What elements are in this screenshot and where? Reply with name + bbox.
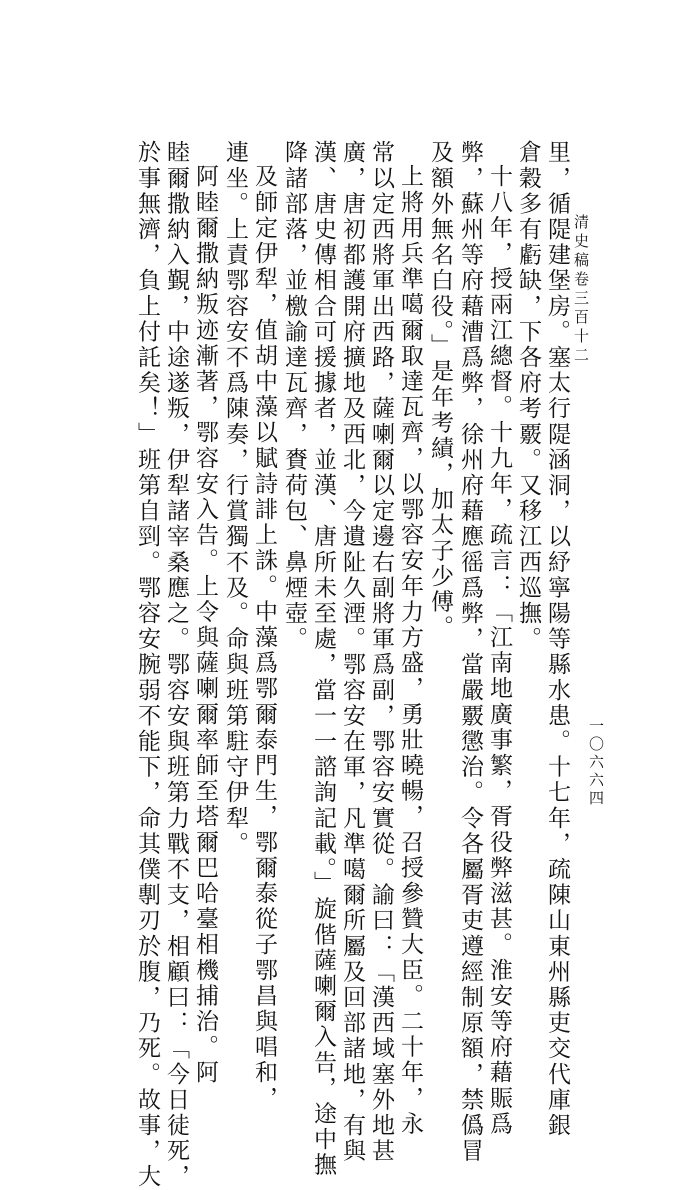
text-column-14: 睦爾撒納入覲，中途遂叛，伊犁諸宰桑應之。鄂容安與班第力戰不支，相顧曰：「今日徒死， xyxy=(163,140,189,1190)
text-column-2: 倉穀多有虧缺，下各府考覈。又移江西巡撫。 xyxy=(515,140,541,652)
text-column-1: 里，循隄建堡房。塞太行隄涵洞，以紓寧陽等縣水患。十七年，疏陳山東州縣吏交代庫銀 xyxy=(544,140,570,1139)
text-column-3: 十八年，授兩江總督。十九年，疏言：「江南地廣事繁，胥役弊滋甚。淮安等府藉賑爲 xyxy=(486,164,512,1137)
text-column-15: 於事無濟，負上付託矣！」班第自剄。鄂容安腕弱不能下，命其僕剸刃於腹，乃死。故事，大 xyxy=(134,140,160,1190)
text-column-7: 常以定西將軍出西路，薩喇爾以定邊右副將軍爲副，鄂容安實從。諭曰：「漢西域塞外地甚 xyxy=(368,140,394,1164)
text-column-11: 及師定伊犁，值胡中藻以賦詩誹上誅。中藻爲鄂爾泰門生，鄂爾泰從子鄂昌與唱和， xyxy=(251,164,277,1112)
running-title: 清史稿卷三百十二 xyxy=(572,214,590,366)
text-column-6: 上將用兵準噶爾取達瓦齊，以鄂容安年力方盛，勇壯曉暢，召授參贊大臣。二十年，永 xyxy=(397,164,423,1137)
text-column-13: 阿睦爾撒納叛迹漸著，鄂容安入告。上令與薩喇爾率師至塔爾巴哈臺相機捕治。阿 xyxy=(192,164,218,1086)
text-column-4: 弊，蘇州等府藉漕爲弊，徐州府藉應徭爲弊，當嚴覈懲治。令各屬胥吏遵經制原額，禁僞冒 xyxy=(457,140,483,1164)
page-number: 一〇六六四 xyxy=(587,718,605,808)
text-column-9: 漢、唐史傳相合可援據者，並漢、唐所未至處，當一一諮詢記載。」旋偕薩喇爾入告，途中撫 xyxy=(310,140,336,1179)
text-column-8: 廣，唐初都護開府擴地及西北，今遺阯久湮。鄂容安在軍，凡準噶爾所屬及回部諸地，有與 xyxy=(339,140,365,1164)
text-column-10: 降諸部落，並檄諭達瓦齊，賚荷包、鼻煙壺。 xyxy=(281,140,307,652)
text-column-5: 及額外無名白役。」是年考績，加太子少傅。 xyxy=(427,140,453,641)
text-column-12: 連坐。上責鄂容安不爲陳奏，行賞獨不及。命與班第駐守伊犁。 xyxy=(222,140,248,857)
